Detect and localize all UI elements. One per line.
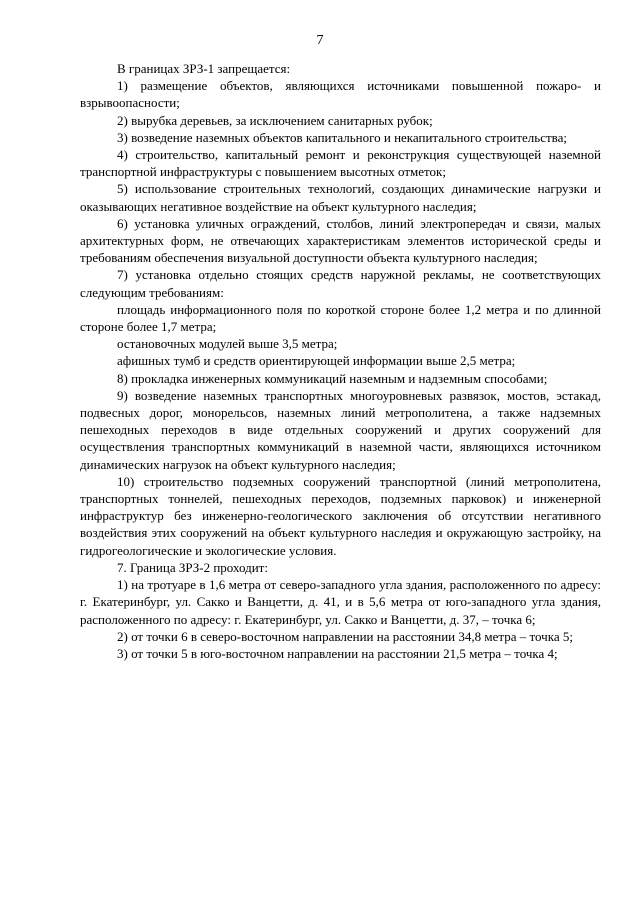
paragraph-heading-zrz2: 7. Граница ЗРЗ-2 проходит: [117,559,268,575]
paragraph-item-4: 4) строительство, капитальный ремонт и реконструкция существующей наземной транспортной инфраструктуры с повышением высотных отметок; [80,147,601,180]
paragraph-item-8: 8) прокладка инженерных коммуникаций наземным и надземным способами; [117,370,548,386]
paragraph-item-9: 9) возведение наземных транспортных многоуровневых развязок, мостов, эстакад, подвесных дорог, монорельсов, наземных линий метрополитена, а также надземных пешеходных переходов в виде отдельных сооружений и других сооружений для осуществления транспортных коммуникаций в наземной части, являющихся источником динамических нагрузок на объект культурного наследия; [80,387,601,472]
paragraph-boundary-2: 2) от точки 6 в северо-восточном направлении на расстоянии 34,8 метра – точка 5; [117,628,573,644]
paragraph-item-2: 2) вырубка деревьев, за исключением санитарных рубок; [117,112,433,128]
paragraph-item-3: 3) возведение наземных объектов капитального и некапитального строительства; [117,129,568,145]
page-number: 7 [316,33,324,48]
paragraph-boundary-3: 3) от точки 5 в юго-восточном направлении на расстоянии 21,5 метра – точка 4; [117,645,558,661]
paragraph-requirement-3: афишных тумб и средств ориентирующей информации выше 2,5 метра; [117,353,516,369]
paragraph-item-5: 5) использование строительных технологий, создающих динамические нагрузки и оказывающих негативное воздействие на объект культурного наследия; [80,181,601,214]
paragraph-item-1: 1) размещение объектов, являющихся источниками повышенной пожаро- и взрывоопасности; [80,78,601,111]
paragraph-boundary-1: 1) на тротуаре в 1,6 метра от северо-западного угла здания, расположенного по адресу: г. Екатеринбург, ул. Сакко и Ванцетти, д. 41, и в 5,6 метра от юго-западного угла здания, расположенного по адресу: г. Екатеринбург, ул. Сакко и Ванцетти, д. 37, – точка 6; [80,577,601,627]
paragraph-heading-zrz1: В границах ЗРЗ-1 запрещается: [117,61,291,76]
paragraph-item-10: 10) строительство подземных сооружений транспортной (линий метрополитена, транспортных тоннелей, пешеходных переходов, подземных парковок) и инженерной инфраструктур без инженерно-геологического заключения об отсутствии негативного воздействия этих сооружений на объект культурного наследия и окружающую застройку, на гидрогеологические и экологические условия. [80,473,601,558]
paragraph-item-7: 7) установка отдельно стоящих средств наружной рекламы, не соответствующих следующим требованиям: [80,267,601,300]
paragraph-requirement-1: площадь информационного поля по короткой стороне более 1,2 метра и по длинной стороне более 1,7 метра; [80,301,601,335]
paragraph-requirement-2: остановочных модулей выше 3,5 метра; [117,336,338,352]
document-body [80,60,601,662]
paragraph-item-6: 6) установка уличных ограждений, столбов, линий электропередач и связи, малых архитектурных форм, не отвечающих характеристикам элементов исторической среды и требованиям обеспечения визуальной доступности объекта культурного наследия; [80,215,601,266]
